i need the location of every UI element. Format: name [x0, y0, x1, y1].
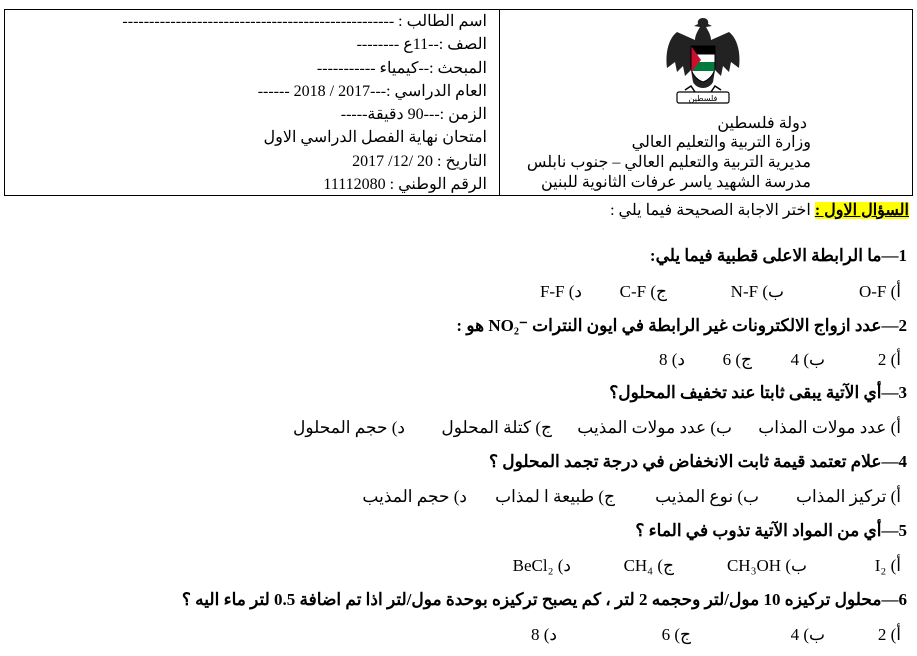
q5-option-d[interactable]: د) BeCl₂ [512, 556, 571, 575]
instruction-text: اختر الاجابة الصحيحة فيما يلي : [610, 202, 811, 219]
question-6: 6—محلول تركيزه 10 مول/لتر وحجمه 2 لتر ، كم يصبح تركيزه بوحدة مول/لتر اذا تم اضافة 0.5 لتر ماء اليه ؟ [181, 590, 907, 609]
q1-option-b[interactable]: ب) N-F [730, 282, 784, 301]
q1-option-d[interactable]: د) F-F [539, 282, 582, 301]
date-line: التاريخ : 20 /12/ 2017 [352, 153, 487, 170]
section-instruction [610, 200, 909, 220]
q3-option-b[interactable]: ب) عدد مولات المذيب [577, 418, 732, 437]
question-1: 1—ما الرابطة الاعلى قطبية فيما يلي: [649, 246, 907, 265]
q2-option-d[interactable]: د) 8 [659, 350, 685, 369]
question-2: 2—عدد ازواج الالكترونات غير الرابطة في ايون النترات ‎NO₂⁻‎ هو : [456, 316, 907, 335]
question-4: 4—علام تعتمد قيمة ثابت الانخفاض في درجة تجمد المحلول ؟ [488, 452, 907, 471]
q4-option-c[interactable]: ج) طبيعة ا لمذاب [495, 487, 615, 506]
exam-header [4, 9, 913, 196]
q3-option-d[interactable]: د) حجم المحلول [293, 418, 405, 437]
question-3: 3—أي الآتية يبقى ثابتا عند تخفيف المحلول؟ [609, 383, 907, 402]
national-id-line: الرقم الوطني : 11112080 [323, 176, 487, 193]
q1-option-c[interactable]: ج) C-F [619, 282, 667, 301]
q5-option-c[interactable]: ج) CH₄ [623, 556, 674, 575]
q3-option-c[interactable]: ج) كتلة المحلول [441, 418, 552, 437]
q4-option-a[interactable]: أ) تركيز المذاب [796, 487, 901, 506]
header-divider [499, 10, 500, 195]
school-year-line: العام الدراسي :---2017 / 2018 ------ [257, 83, 487, 100]
school-name-line: مدرسة الشهيد ياسر عرفات الثانوية للبنين [540, 174, 811, 191]
emblem-banner-text: فلسطين [688, 94, 718, 103]
q2-option-a[interactable]: أ) 2 [877, 350, 901, 369]
student-name-line: اسم الطالب : --------------------------------------------------- [122, 13, 487, 30]
q4-option-b[interactable]: ب) نوع المذيب [655, 487, 759, 506]
section-title: السؤال الاول : [814, 202, 909, 219]
q2-option-c[interactable]: ج) 6 [722, 350, 752, 369]
q4-option-d[interactable]: د) حجم المذيب [362, 487, 467, 506]
grade-line: الصف :--11ع -------- [356, 36, 487, 53]
palestine-eagle-emblem-icon [655, 12, 751, 112]
q6-option-b[interactable]: ب) 4 [790, 625, 825, 644]
q6-option-a[interactable]: أ) 2 [877, 625, 901, 644]
q6-option-d[interactable]: د) 8 [531, 625, 557, 644]
q3-option-a[interactable]: أ) عدد مولات المذاب [758, 418, 901, 437]
q5-option-b[interactable]: ب) CH₃OH [726, 556, 807, 575]
question-5: 5—أي من المواد الآتية تذوب في الماء ؟ [635, 521, 907, 540]
exam-title-line: امتحان نهاية الفصل الدراسي الاول [263, 129, 487, 146]
country-line: دولة فلسطين [717, 115, 807, 132]
subject-line: المبحث :--كيمياء ----------- [316, 60, 487, 77]
ministry-line: وزارة التربية والتعليم العالي [631, 134, 811, 151]
directorate-line: مديرية التربية والتعليم العالي – جنوب نابلس [526, 154, 811, 171]
duration-line: الزمن :---90 دقيقة----- [340, 106, 487, 123]
q5-option-a[interactable]: أ) I₂ [874, 556, 901, 575]
q2-option-b[interactable]: ب) 4 [790, 350, 825, 369]
q1-option-a[interactable]: أ) O-F [858, 282, 901, 301]
q6-option-c[interactable]: ج) 6 [661, 625, 691, 644]
